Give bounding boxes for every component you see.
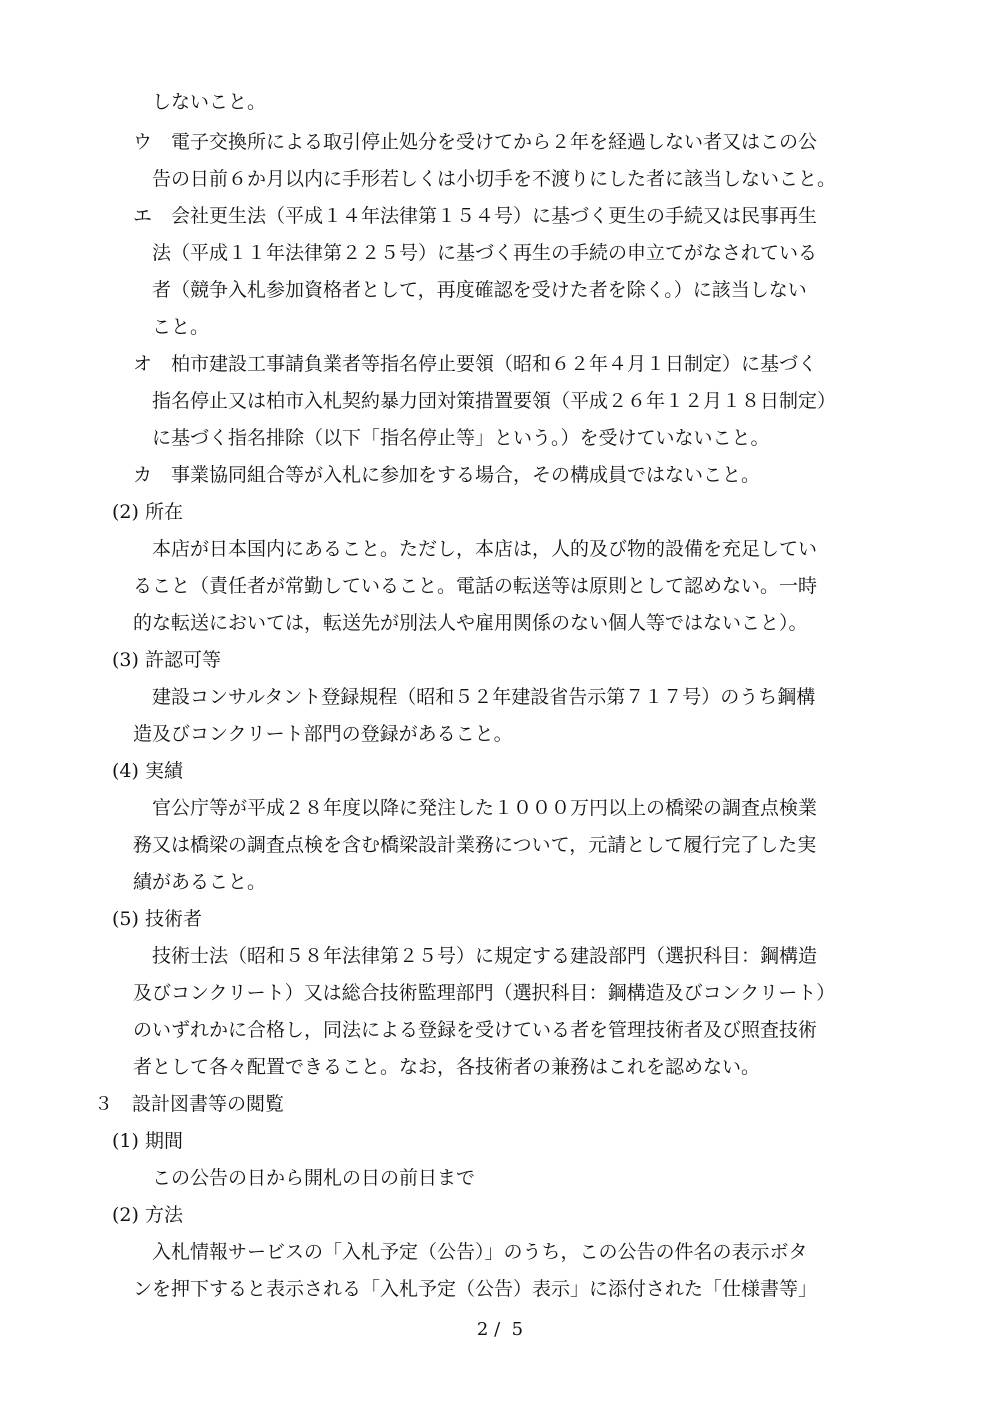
section-heading: (4) 実績 bbox=[112, 760, 183, 782]
text-line: のいずれかに合格し，同法による登録を受けている者を管理技術者及び照査技術 bbox=[133, 1019, 818, 1041]
text-line: ンを押下すると表示される「入札予定（公告）表示」に添付された「仕様書等」 bbox=[133, 1278, 818, 1300]
item-u: ウ 電子交換所による取引停止処分を受けてから２年を経過しない者又はこの公 bbox=[133, 131, 818, 153]
text-line: 法（平成１１年法律第２２５号）に基づく再生の手続の申立てがなされている bbox=[152, 242, 818, 264]
text-line: 官公庁等が平成２８年度以降に発注した１０００万円以上の橋梁の調査点検業 bbox=[152, 797, 818, 819]
text-line: ること（責任者が常勤していること。電話の転送等は原則として認めない。一時 bbox=[133, 575, 818, 597]
text-line: 者として各々配置できること。なお，各技術者の兼務はこれを認めない。 bbox=[133, 1056, 761, 1078]
text-line: に基づく指名排除（以下「指名停止等」という。）を受けていないこと。 bbox=[152, 427, 770, 449]
text-line: 建設コンサルタント登録規程（昭和５２年建設省告示第７１７号）のうち鋼構 bbox=[152, 686, 816, 708]
text-line: 本店が日本国内にあること。ただし，本店は，人的及び物的設備を充足してい bbox=[152, 538, 818, 560]
section-heading: (1) 期間 bbox=[112, 1130, 183, 1152]
text-line: 者（競争入札参加資格者として，再度確認を受けた者を除く。）に該当しない bbox=[152, 279, 807, 301]
text-line: 績があること。 bbox=[133, 871, 267, 893]
section-heading: (2) 方法 bbox=[112, 1204, 183, 1226]
text-line: 指名停止又は柏市入札契約暴力団対策措置要領（平成２６年１２月１８日制定） bbox=[152, 390, 837, 412]
item-o: オ 柏市建設工事請負業者等指名停止要領（昭和６２年４月１日制定）に基づく bbox=[133, 353, 818, 375]
item-ka: カ 事業協同組合等が入札に参加をする場合，その構成員ではないこと。 bbox=[133, 464, 761, 486]
section-heading: (2) 所在 bbox=[112, 501, 183, 523]
text-line: しないこと。 bbox=[152, 91, 267, 113]
text-line: こと。 bbox=[152, 316, 210, 338]
text-line: 告の日前６か月以内に手形若しくは小切手を不渡りにした者に該当しないこと。 bbox=[152, 168, 837, 190]
chapter-heading: ３ 設計図書等の閲覧 bbox=[94, 1093, 285, 1115]
text-line: この公告の日から開札の日の前日まで bbox=[152, 1167, 476, 1189]
section-heading: (5) 技術者 bbox=[112, 908, 202, 930]
section-heading: (3) 許認可等 bbox=[112, 649, 221, 671]
text-line: 技術士法（昭和５８年法律第２５号）に規定する建設部門（選択科目：鋼構造 bbox=[152, 945, 818, 967]
text-line: 及びコンクリート）又は総合技術監理部門（選択科目：鋼構造及びコンクリート） bbox=[133, 982, 836, 1004]
text-line: 入札情報サービスの「入札予定（公告）」のうち，この公告の件名の表示ボタ bbox=[152, 1241, 808, 1263]
text-line: 的な転送においては，転送先が別法人や雇用関係のない個人等ではないこと）。 bbox=[133, 612, 808, 634]
item-e: エ 会社更生法（平成１４年法律第１５４号）に基づく更生の手続又は民事再生 bbox=[133, 205, 818, 227]
page-number: 2 / 5 bbox=[476, 1319, 524, 1340]
text-line: 務又は橋梁の調査点検を含む橋梁設計業務について，元請として履行完了した実 bbox=[133, 834, 817, 856]
text-line: 造及びコンクリート部門の登録があること。 bbox=[133, 723, 513, 745]
